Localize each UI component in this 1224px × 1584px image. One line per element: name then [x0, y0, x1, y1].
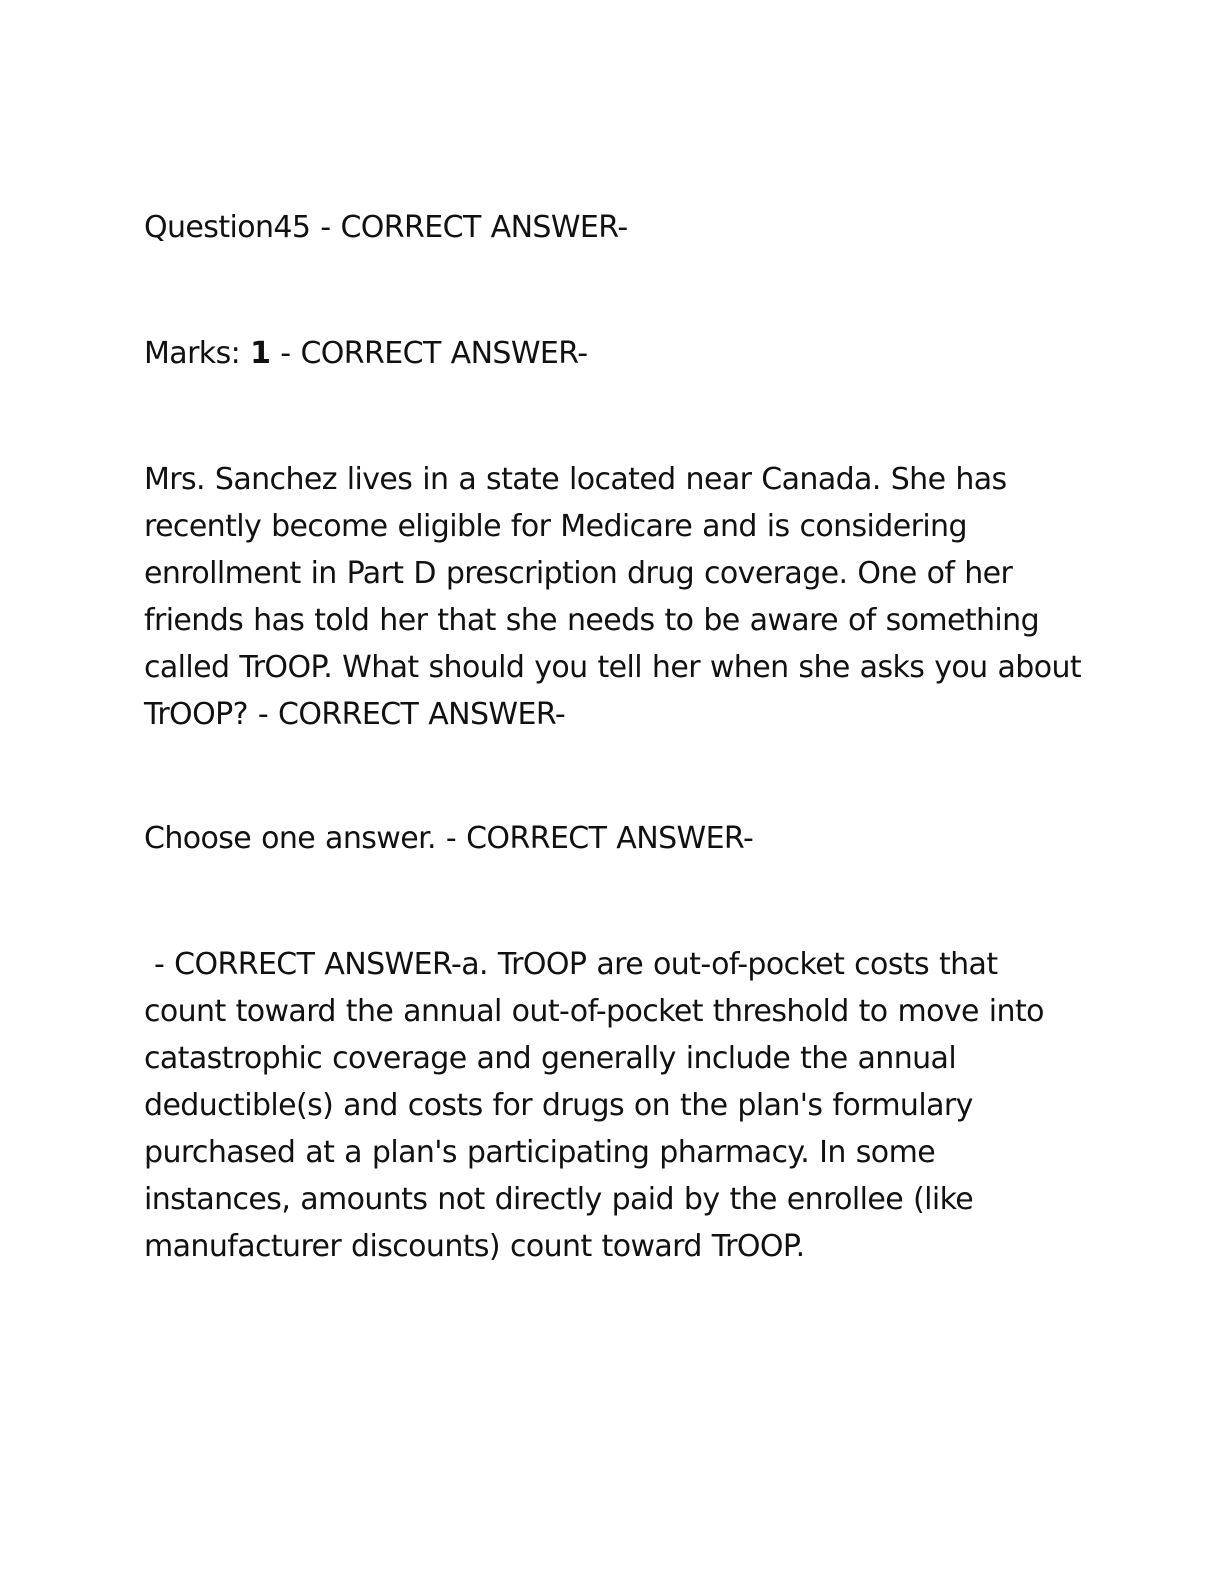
marks-suffix: - CORRECT ANSWER-	[270, 336, 588, 371]
question-heading: Question45 - CORRECT ANSWER-	[144, 210, 628, 245]
marks-value: 1	[250, 336, 271, 371]
marks-line	[144, 330, 1084, 377]
marks-label: Marks:	[144, 336, 251, 371]
question-prompt: Mrs. Sanchez lives in a state located near Canada. She has recently become eligible for Medicare and is considering enrollment in Part D prescription drug coverage. One of her friends has told her that she needs to be aware of something called TrOOP. What should you tell her when she asks you about TrOOP? - CORRECT ANSWER-	[144, 462, 1091, 732]
answer-text: - CORRECT ANSWER-a. TrOOP are out-of-pocket costs that count toward the annual out-of-pocket threshold to move into catastrophic coverage and generally include the annual deductible(s) and costs for drugs on the plan's formulary purchased at a plan's participating pharmacy. In some instances, amounts not directly paid by the enrollee (like manufacturer discounts) count toward TrOOP.	[144, 947, 1054, 1264]
choose-instruction: Choose one answer. - CORRECT ANSWER-	[144, 821, 754, 856]
